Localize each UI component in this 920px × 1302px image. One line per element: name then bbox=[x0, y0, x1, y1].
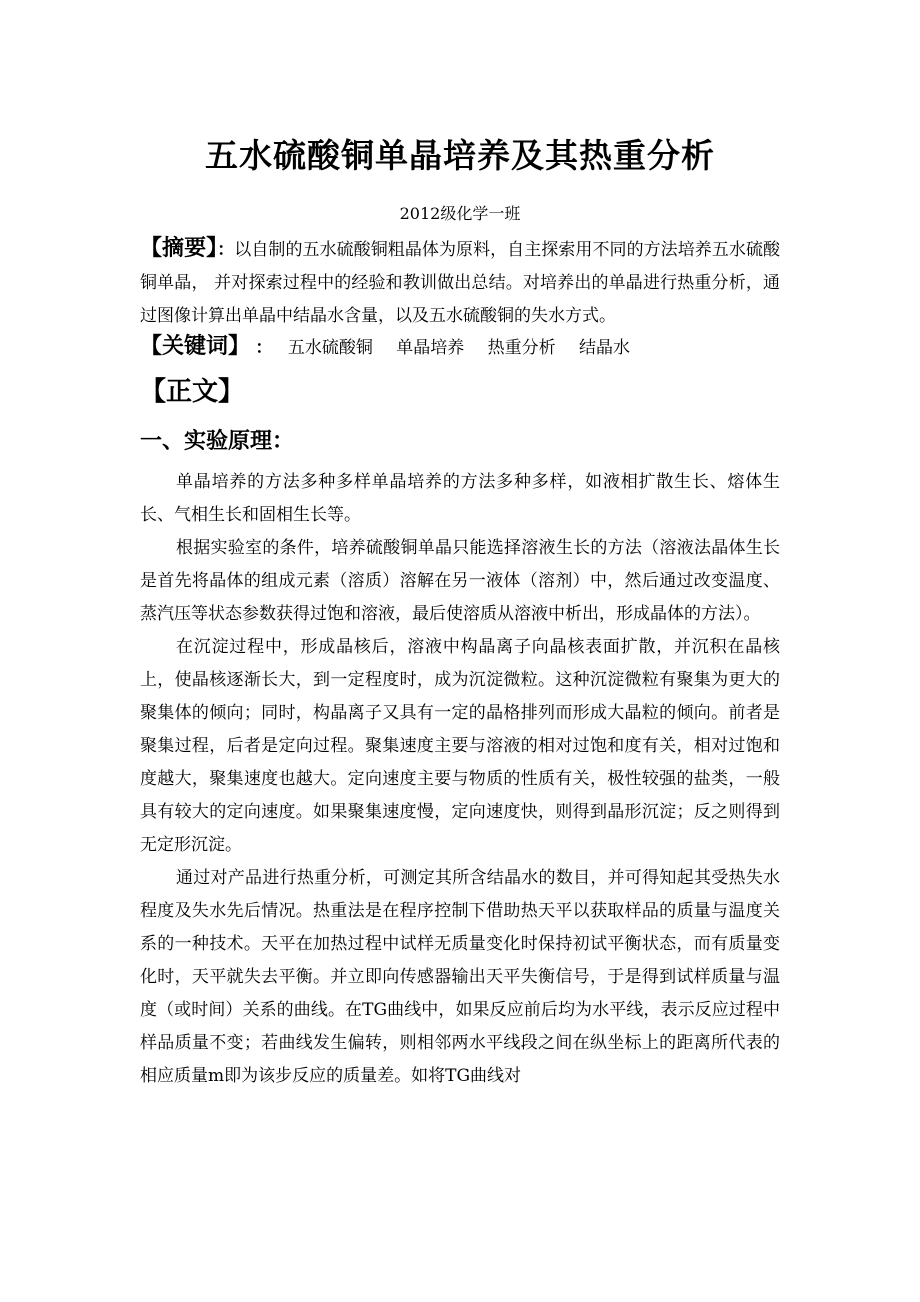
abstract-colon: ： bbox=[217, 240, 235, 260]
keywords-colon: ： bbox=[255, 338, 273, 358]
main-heading: 【正文】 bbox=[140, 377, 245, 407]
body-text bbox=[140, 466, 780, 1093]
abstract-label: 【摘要】 bbox=[140, 236, 218, 261]
section-heading: 一、实验原理： bbox=[140, 429, 295, 454]
keyword-item: 单晶培养 bbox=[396, 338, 465, 358]
paragraph: 在沉淀过程中，形成晶核后，溶液中构晶离子向晶核表面扩散，并沉积在晶核上，使晶核逐渐长大，到一定程度时，成为沉淀微粒。这种沉淀微粒有聚集为更大的聚集体的倾向；同时，构晶离子又具有一定的晶格排列而形成大晶粒的倾向。前者是聚集过程，后者是定向过程。聚集速度主要与溶液的相对过饱和度有关，相对过饱和度越大，聚集速度也越大。定向速度主要与物质的性质有关，极性较强的盐类，一般具有较大的定向速度。如果聚集速度慢，定向速度快，则得到晶形沉淀；反之则得到无定形沉淀。 bbox=[140, 637, 780, 855]
document-subtitle: 2012级化学一班 bbox=[399, 204, 521, 223]
abstract-section bbox=[140, 232, 780, 333]
document-title: 五水硫酸铜单晶培养及其热重分析 bbox=[205, 136, 715, 175]
abstract-text: 以自制的五水硫酸铜粗晶体为原料，自主探索用不同的方法培养五水硫酸铜单晶， 并对探索过程中的经验和教训做出总结。对培养出的单晶进行热重分析，通过图像计算出单晶中结晶水含量，以及五水硫酸铜的失水方式。 bbox=[140, 240, 781, 326]
keywords-label: 【关键词】 bbox=[140, 334, 251, 359]
paragraph: 通过对产品进行热重分析，可测定其所含结晶水的数目，并可得知起其受热失水程度及失水先后情况。热重法是在程序控制下借助热天平以获取样品的质量与温度关系的一种技术。天平在加热过程中试样无质量变化时保持初试平衡状态，而有质量变化时，天平就失去平衡。并立即向传感器输出天平失衡信号，于是得到试样质量与温度（或时间）关系的曲线。在TG曲线中，如果反应前后均为水平线，表示反应过程中样品质量不变；若曲线发生偏转，则相邻两水平线段之间在纵坐标上的距离所代表的相应质量m即为该步反应的质量差。如将TG曲线对 bbox=[140, 868, 780, 1086]
keyword-item: 结晶水 bbox=[579, 338, 631, 358]
paragraph: 根据实验室的条件，培养硫酸铜单晶只能选择溶液生长的方法（溶液法晶体生长是首先将晶体的组成元素（溶质）溶解在另一液体（溶剂）中，然后通过改变温度、蒸汽压等状态参数获得过饱和溶液，最后使溶质从溶液中析出，形成晶体的方法）。 bbox=[140, 538, 780, 624]
keyword-item: 五水硫酸铜 bbox=[287, 338, 373, 358]
keyword-item: 热重分析 bbox=[487, 338, 556, 358]
paragraph: 单晶培养的方法多种多样单晶培养的方法多种多样，如液相扩散生长、熔体生长、气相生长和固相生长等。 bbox=[140, 472, 780, 525]
keywords-section bbox=[140, 330, 780, 365]
keyword-list bbox=[288, 338, 648, 358]
